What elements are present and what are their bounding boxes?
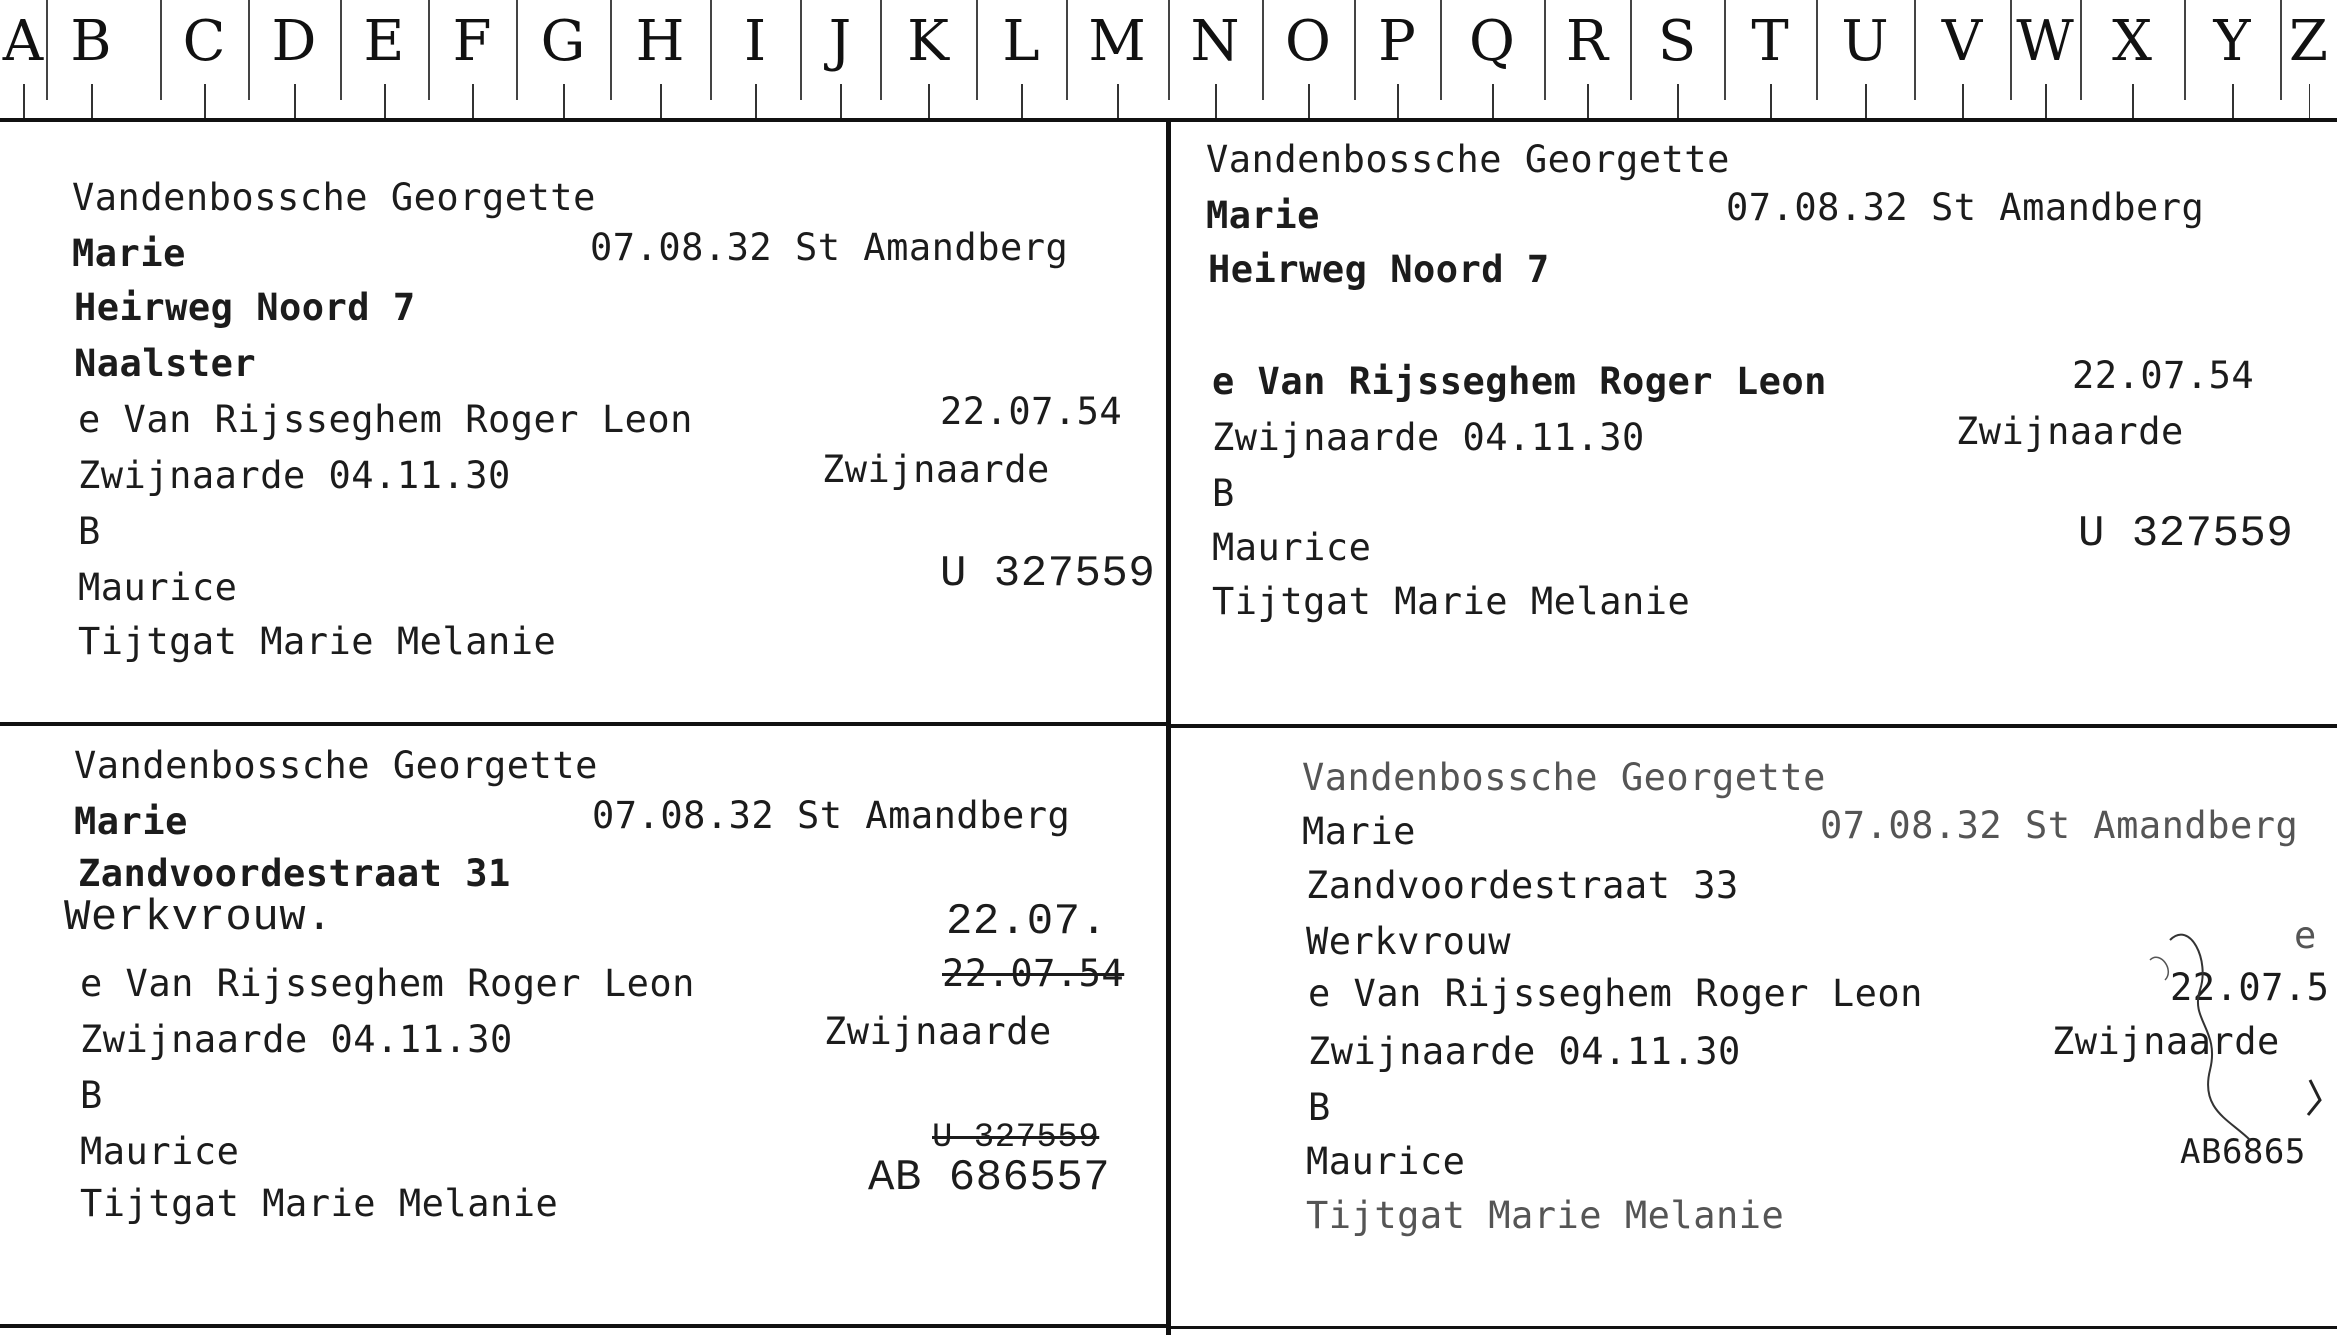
index-letter-m: M: [1066, 0, 1168, 118]
card-code: B: [78, 510, 101, 553]
card-given-name: Marie: [1302, 810, 1416, 853]
index-letter-g: G: [516, 0, 610, 118]
index-letter-a: A: [0, 0, 46, 118]
index-letter-u: U: [1816, 0, 1914, 118]
card-spouse-birth: Zwijnaarde 04.11.30: [1212, 416, 1645, 459]
index-letter-p: P: [1354, 0, 1440, 118]
card-id-number: AB6865: [2180, 1132, 2306, 1172]
card-id-number: U 327559: [2078, 509, 2294, 559]
card-birth-date-place: 07.08.32 St Amandberg: [592, 794, 1071, 837]
card-father: Maurice: [78, 566, 238, 609]
card-name: Vandenbossche Georgette: [74, 744, 598, 787]
card-father: Maurice: [80, 1130, 240, 1173]
card-father: Maurice: [1212, 526, 1372, 569]
alphabet-index-bar: [0, 0, 2337, 122]
card-spouse: e Van Rijsseghem Roger Leon: [1308, 972, 1923, 1015]
card-code: B: [1212, 472, 1235, 515]
card-spouse-birth: Zwijnaarde 04.11.30: [80, 1018, 513, 1061]
index-letter-z: Z: [2280, 0, 2337, 118]
index-letter-h: H: [610, 0, 710, 118]
card-marriage-date: 22.07.5: [2170, 966, 2330, 1009]
card-occupation: Werkvrouw.: [64, 893, 334, 943]
card-name: Vandenbossche Georgette: [1206, 138, 1730, 181]
card-given-name: Marie: [74, 800, 188, 843]
index-letter-e: E: [340, 0, 428, 118]
card-locality: Naalster: [74, 342, 257, 385]
card-name: Vandenbossche Georgette: [72, 176, 596, 219]
card-marriage-date: 22.07.54: [2072, 354, 2255, 397]
bottom-divider-right: [1171, 1326, 2337, 1329]
card-marriage-place: Zwijnaarde: [824, 1010, 1052, 1053]
index-letter-c: C: [160, 0, 248, 118]
card-marriage-date: 22.07.54: [942, 952, 1125, 995]
bottom-divider-left: [0, 1324, 1166, 1328]
card-address: Zandvoordestraat 33: [1306, 864, 1739, 907]
card-marriage-place: Zwijnaarde: [822, 448, 1050, 491]
card-address: Zandvoordestraat 31: [78, 852, 511, 895]
index-letter-b: B: [46, 0, 136, 118]
card-mother: Tijtgat Marie Melanie: [1306, 1194, 1785, 1237]
card-mother: Tijtgat Marie Melanie: [78, 620, 557, 663]
index-letter-j: J: [800, 0, 880, 118]
card-occupation: Werkvrouw: [1306, 920, 1511, 963]
card-code: B: [1308, 1086, 1331, 1129]
index-letter-d: D: [248, 0, 340, 118]
card-birth-date-place: 07.08.32 St Amandberg: [590, 226, 1069, 269]
card-code: B: [80, 1074, 103, 1117]
index-letter-r: R: [1544, 0, 1630, 118]
index-letter-i: I: [710, 0, 800, 118]
card-spouse-birth: Zwijnaarde 04.11.30: [1308, 1030, 1741, 1073]
index-letter-y: Y: [2184, 0, 2280, 118]
card-id-number: U 327559: [940, 549, 1156, 599]
index-letter-s: S: [1630, 0, 1724, 118]
card-id-number: AB 686557: [868, 1153, 1111, 1203]
card-spouse-birth: Zwijnaarde 04.11.30: [78, 454, 511, 497]
index-letter-f: F: [428, 0, 516, 118]
card-spouse: e Van Rijsseghem Roger Leon: [80, 962, 695, 1005]
card-old-id-number: U 327559: [932, 1119, 1100, 1157]
index-letter-l: L: [976, 0, 1066, 118]
horizontal-divider-right: [1171, 724, 2337, 728]
index-letter-t: T: [1724, 0, 1816, 118]
card-mother: Tijtgat Marie Melanie: [80, 1182, 559, 1225]
card-marriage-date-partial: 22.07.: [946, 897, 1108, 947]
index-letter-v: V: [1914, 0, 2010, 118]
card-given-name: Marie: [1206, 194, 1320, 237]
handwritten-signature-scribble: [2130, 900, 2330, 1160]
card-address: Heirweg Noord 7: [1208, 248, 1550, 291]
index-letter-n: N: [1168, 0, 1262, 118]
card-marriage-place: Zwijnaarde: [1956, 410, 2184, 453]
index-letter-w: W: [2010, 0, 2080, 118]
index-letter-o: O: [1262, 0, 1354, 118]
card-name: Vandenbossche Georgette: [1302, 756, 1826, 799]
card-spouse: e Van Rijsseghem Roger Leon: [1212, 360, 1827, 403]
card-birth-date-place: 07.08.32 St Amandberg: [1820, 804, 2299, 847]
card-address: Heirweg Noord 7: [74, 286, 416, 329]
card-spouse: e Van Rijsseghem Roger Leon: [78, 398, 693, 441]
card-birth-date-place: 07.08.32 St Amandberg: [1726, 186, 2205, 229]
index-letter-k: K: [880, 0, 976, 118]
card-given-name: Marie: [72, 232, 186, 275]
card-handwritten-e: e: [2294, 914, 2317, 957]
card-mother: Tijtgat Marie Melanie: [1212, 580, 1691, 623]
index-letter-x: X: [2080, 0, 2184, 118]
index-letter-q: Q: [1440, 0, 1544, 118]
card-father: Maurice: [1306, 1140, 1466, 1183]
card-marriage-date: 22.07.54: [940, 390, 1123, 433]
card-marriage-place: Zwijnaarde: [2052, 1020, 2280, 1063]
horizontal-divider-left: [0, 722, 1166, 726]
